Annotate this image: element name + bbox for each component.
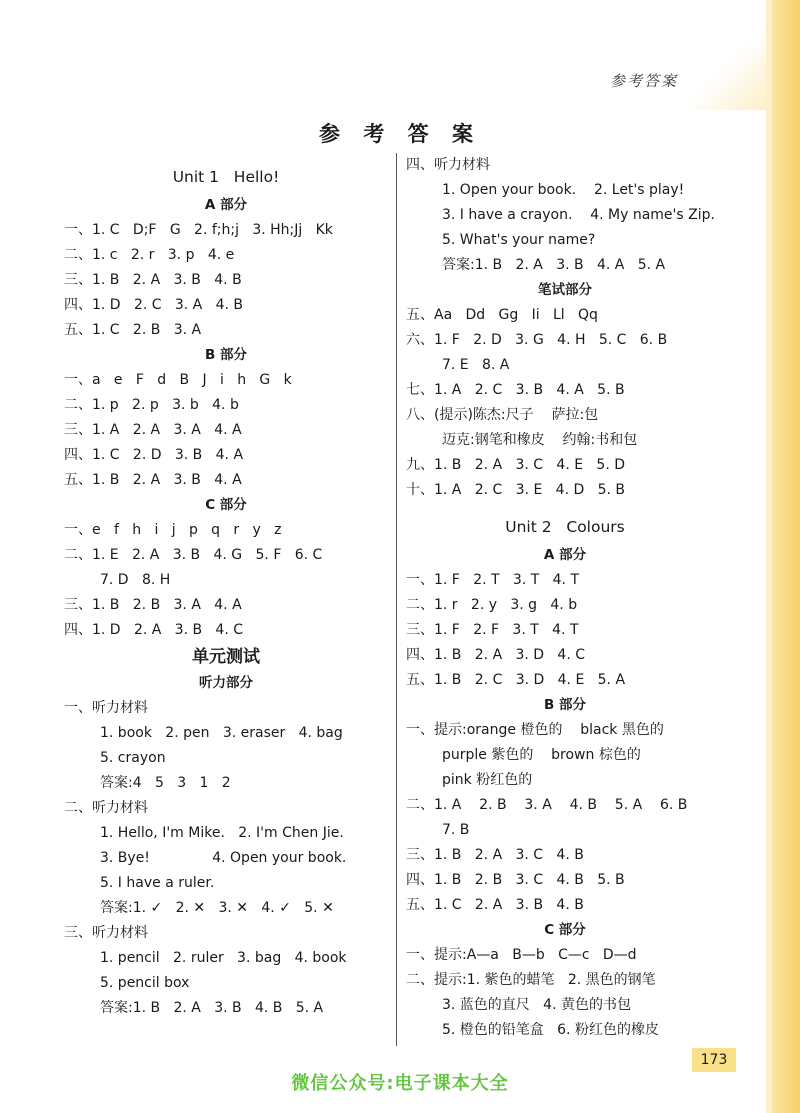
answer-line: 7. D 8. H (100, 572, 171, 588)
answer-line: 四、1. B 2. B 3. C 4. B 5. B (406, 872, 625, 888)
answer-line: 答案:4 5 3 1 2 (100, 775, 231, 791)
answer-line: 答案:1. B 2. A 3. B 4. A 5. A (442, 257, 666, 273)
section-heading: A 部分 (543, 547, 587, 563)
answer-line: 一、a e F d B J i h G k (64, 372, 292, 388)
answer-line: 三、听力材料 (64, 925, 148, 941)
answer-line: 三、1. A 2. A 3. A 4. A (64, 422, 242, 438)
header-label: 参考答案 (609, 72, 678, 90)
answer-line: 二、听力材料 (64, 800, 148, 816)
answer-line: 四、1. C 2. D 3. B 4. A (64, 447, 244, 463)
answer-line: purple 紫色的 brown 棕色的 (442, 747, 641, 763)
answer-line: 答案:1. B 2. A 3. B 4. B 5. A (100, 1000, 324, 1016)
answer-line: 5. crayon (100, 750, 166, 766)
answer-line: 六、1. F 2. D 3. G 4. H 5. C 6. B (406, 332, 668, 348)
unit-heading: Unit 2 Colours (505, 518, 625, 536)
answer-line: 一、1. F 2. T 3. T 4. T (406, 572, 579, 588)
answer-line: 答案:1. ✓ 2. ✕ 3. ✕ 4. ✓ 5. ✕ (100, 900, 334, 916)
answer-line: 迈克:钢笔和橡皮 约翰:书和包 (442, 432, 638, 448)
section-heading: B 部分 (544, 697, 586, 713)
answer-line: 二、提示:1. 紫色的蜡笔 2. 黑色的钢笔 (406, 972, 656, 988)
answer-line: 7. B (442, 822, 470, 838)
answer-line: 一、提示:A—a B—b C—c D—d (406, 947, 637, 963)
answer-line: 二、1. p 2. p 3. b 4. b (64, 397, 239, 413)
answer-line: 3. I have a crayon. 4. My name's Zip. (442, 207, 715, 223)
left-column (64, 153, 388, 1021)
answer-line: 5. What's your name? (442, 232, 596, 248)
answer-line: 一、听力材料 (64, 700, 148, 716)
answer-line: 四、1. B 2. A 3. D 4. C (406, 647, 586, 663)
section-heading: B 部分 (205, 347, 247, 363)
section-heading: A 部分 (204, 197, 248, 213)
answer-line: 四、听力材料 (406, 157, 490, 173)
section-heading: C 部分 (544, 922, 586, 938)
answer-line: 7. E 8. A (442, 357, 510, 373)
answer-line: 四、1. D 2. C 3. A 4. B (64, 297, 244, 313)
answer-line: 二、1. E 2. A 3. B 4. G 5. F 6. C (64, 547, 323, 563)
answer-line: 三、1. B 2. B 3. A 4. A (64, 597, 242, 613)
answer-line: 九、1. B 2. A 3. C 4. E 5. D (406, 457, 626, 473)
answer-line: 5. 橙色的铅笔盒 6. 粉红色的橡皮 (442, 1022, 659, 1038)
answer-line: 3. 蓝色的直尺 4. 黄色的书包 (442, 997, 631, 1013)
answer-line: 5. pencil box (100, 975, 190, 991)
watermark: 微信公众号:电子课本大全 (291, 1073, 509, 1094)
right-column (406, 153, 724, 1043)
unit-heading: Unit 1 Hello! (172, 168, 280, 186)
answer-line: 一、提示:orange 橙色的 black 黑色的 (406, 722, 664, 738)
test-heading: 单元测试 (192, 647, 260, 667)
answer-line: 1. pencil 2. ruler 3. bag 4. book (100, 950, 347, 966)
answer-line: 五、1. C 2. A 3. B 4. B (406, 897, 584, 913)
answer-line: 二、1. A 2. B 3. A 4. B 5. A 6. B (406, 797, 688, 813)
answer-line: 七、1. A 2. C 3. B 4. A 5. B (406, 382, 625, 398)
answer-line: 五、1. B 2. A 3. B 4. A (64, 472, 242, 488)
answer-line: 五、1. B 2. C 3. D 4. E 5. A (406, 672, 626, 688)
answer-line: 二、1. c 2. r 3. p 4. e (64, 247, 235, 263)
answer-line: 三、1. B 2. A 3. B 4. B (64, 272, 242, 288)
answer-line: 一、1. C D;F G 2. f;h;j 3. Hh;Jj Kk (64, 222, 333, 238)
page-edge-stack (772, 0, 800, 1113)
answer-line: 5. I have a ruler. (100, 875, 215, 891)
answer-line: 1. book 2. pen 3. eraser 4. bag (100, 725, 343, 741)
answer-line: pink 粉红色的 (442, 772, 533, 788)
column-divider (396, 153, 397, 1046)
answer-line: 四、1. D 2. A 3. B 4. C (64, 622, 244, 638)
answer-line: 三、1. F 2. F 3. T 4. T (406, 622, 579, 638)
page-number: 173 (692, 1048, 736, 1072)
answer-line: 3. Bye! 4. Open your book. (100, 850, 347, 866)
answer-line: 十、1. A 2. C 3. E 4. D 5. B (406, 482, 626, 498)
answer-line: 1. Hello, I'm Mike. 2. I'm Chen Jie. (100, 825, 344, 841)
section-heading: 听力部分 (199, 675, 253, 691)
answer-line: 二、1. r 2. y 3. g 4. b (406, 597, 578, 613)
answer-line: 1. Open your book. 2. Let's play! (442, 182, 685, 198)
answer-line: 五、Aa Dd Gg Ii Ll Qq (406, 307, 598, 323)
answer-line: 八、(提示)陈杰:尺子 萨拉:包 (406, 407, 599, 423)
section-heading: C 部分 (205, 497, 247, 513)
section-heading: 笔试部分 (538, 282, 592, 298)
answer-line: 一、e f h i j p q r y z (64, 522, 282, 538)
answer-line: 三、1. B 2. A 3. C 4. B (406, 847, 584, 863)
page-title: 参 考 答 案 (319, 122, 481, 146)
answer-line: 五、1. C 2. B 3. A (64, 322, 202, 338)
